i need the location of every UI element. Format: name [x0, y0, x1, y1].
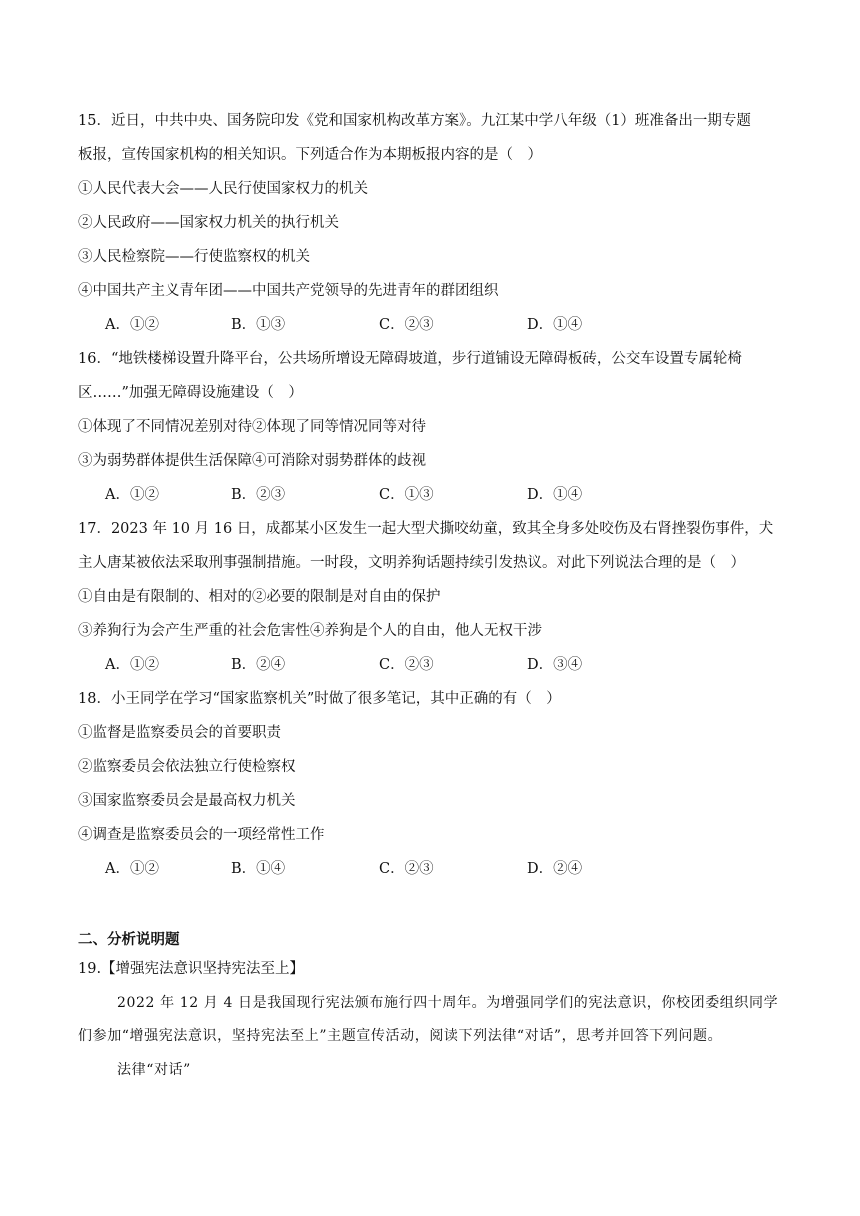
question-18-option-c[interactable]: C．②③: [379, 861, 434, 877]
question-16-option-c[interactable]: C．①③: [379, 487, 434, 503]
question-16-option-a[interactable]: A．①②: [105, 487, 159, 503]
question-17-option-d[interactable]: D．③④: [527, 657, 583, 673]
question-16-stem-line-2: 区……”加强无障碍设施建设（ ）: [78, 385, 303, 401]
question-16-stem-line-1: 16．“地铁楼梯设置升降平台，公共场所增设无障碍坡道，步行道铺设无障碍板砖，公交车设置专属轮椅: [78, 351, 742, 367]
question-19-paragraph-line-1: 2022 年 12 月 4 日是我国现行宪法颁布施行四十周年。为增强同学们的宪法意识，你校团委组织同学: [117, 995, 779, 1011]
question-15-statement-3: ③人民检察院——行使监察权的机关: [78, 249, 310, 265]
question-16-statements-1: ①体现了不同情况差别对待②体现了同等情况同等对待: [78, 419, 426, 435]
question-17-stem-line-2: 主人唐某被依法采取刑事强制措施。一时段，文明养狗话题持续引发热议。对此下列说法合理的是（ ）: [78, 555, 745, 571]
question-16-option-d[interactable]: D．①④: [527, 487, 583, 503]
question-19-title: 19.【增强宪法意识坚持宪法至上】: [78, 961, 305, 977]
question-16-option-b[interactable]: B．②③: [231, 487, 286, 503]
question-18-statement-1: ①监督是监察委员会的首要职责: [78, 725, 281, 741]
question-18-option-b[interactable]: B．①④: [231, 861, 286, 877]
question-15-stem-line-2: 板报，宣传国家机构的相关知识。下列适合作为本期板报内容的是（ ）: [78, 147, 542, 163]
question-18-statement-4: ④调查是监察委员会的一项经常性工作: [78, 827, 325, 843]
question-18-option-d[interactable]: D．②④: [527, 861, 583, 877]
question-15-option-c[interactable]: C．②③: [379, 317, 434, 333]
question-19-paragraph-line-2: 们参加“增强宪法意识，坚持宪法至上”主题宣传活动，阅读下列法律“对话”，思考并回答下列问题。: [78, 1028, 723, 1044]
question-17-statements-2: ③养狗行为会产生严重的社会危害性④养狗是个人的自由，他人无权干涉: [78, 623, 542, 639]
question-18-statement-2: ②监察委员会依法独立行使检察权: [78, 759, 296, 775]
section-title: 二、分析说明题: [78, 932, 180, 948]
question-15-statement-4: ④中国共产主义青年团——中国共产党领导的先进青年的群团组织: [78, 283, 499, 299]
question-15-option-d[interactable]: D．①④: [527, 317, 583, 333]
question-15-option-b[interactable]: B．①③: [231, 317, 286, 333]
question-17-option-b[interactable]: B．②④: [231, 657, 286, 673]
dialog-label: 法律“对话”: [117, 1062, 191, 1078]
question-18-option-a[interactable]: A．①②: [105, 861, 159, 877]
question-17-statements-1: ①自由是有限制的、相对的②必要的限制是对自由的保护: [78, 589, 441, 605]
question-15-stem-line-1: 15．近日，中共中央、国务院印发《党和国家机构改革方案》。九江某中学八年级（1）班准备出一期专题: [78, 113, 751, 129]
question-17-option-a[interactable]: A．①②: [105, 657, 159, 673]
question-15-statement-1: ①人民代表大会——人民行使国家权力的机关: [78, 181, 368, 197]
question-15-option-a[interactable]: A．①②: [105, 317, 159, 333]
question-15-statement-2: ②人民政府——国家权力机关的执行机关: [78, 215, 339, 231]
question-18-statement-3: ③国家监察委员会是最高权力机关: [78, 793, 296, 809]
question-17-stem-line-1: 17．2023 年 10 月 16 日，成都某小区发生一起大型犬撕咬幼童，致其全身多处咬伤及右肾挫裂伤事件，犬: [78, 521, 774, 537]
question-18-stem: 18．小王同学在学习“国家监察机关”时做了很多笔记，其中正确的有（ ）: [78, 691, 561, 707]
question-16-statements-2: ③为弱势群体提供生活保障④可消除对弱势群体的歧视: [78, 453, 426, 469]
question-17-option-c[interactable]: C．②③: [379, 657, 434, 673]
